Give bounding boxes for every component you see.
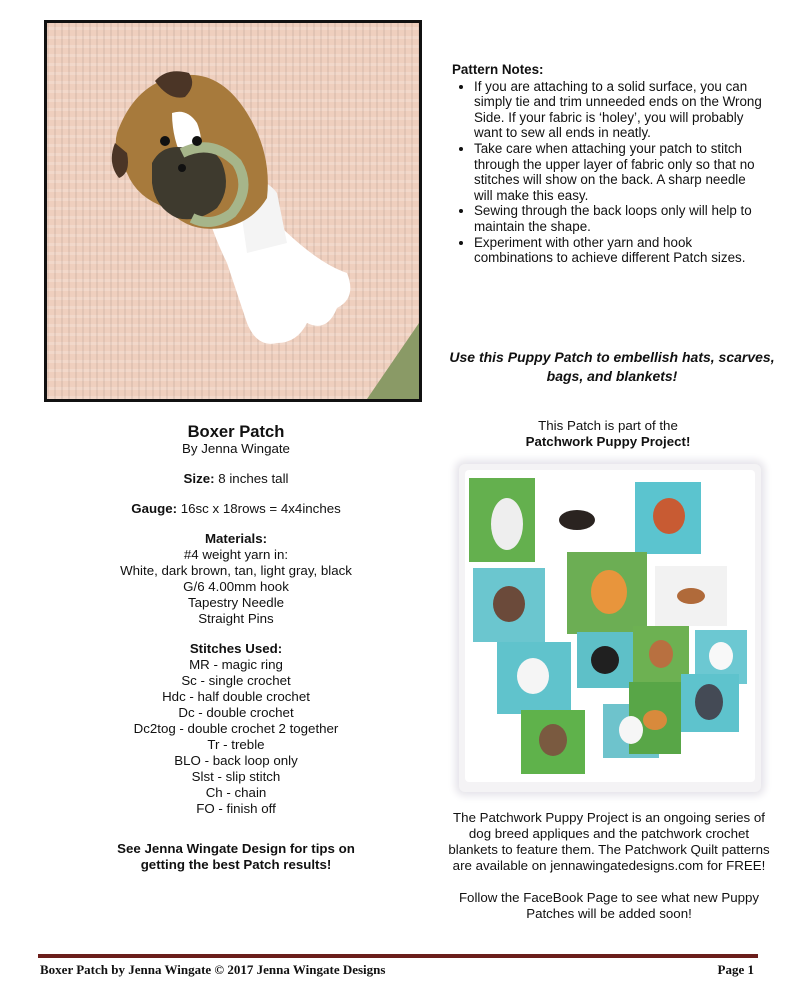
pattern-notes [452,62,762,266]
list-item: Tr - treble [207,737,265,752]
gauge-value: 16sc x 18rows = 4x4inches [177,501,341,516]
list-item: • If you are attaching to a solid surface, you can simply tie and trim unneeded ends on the Wrong Side. If your fabric is ‘holey’, you will probably want to sew all ends in neatly. [474,79,762,141]
project-description-text: The Patchwork Puppy Project is an ongoing series of dog breed appliques and the patchwork crochet blankets to feature them. The Patchwork Quilt patterns are available on jennawingatedesigns.com for FREE! [448,810,770,873]
page-number: Page 1 [717,962,754,977]
author-line: By Jenna Wingate [182,441,290,456]
list-item: • Sewing through the back loops only will help to maintain the shape. [474,203,762,234]
page-footer [40,962,754,978]
list-item: MR - magic ring [189,657,283,672]
footer-credit: Boxer Patch by Jenna Wingate © 2017 Jenna Wingate Designs [40,962,386,977]
list-item: Dc - double crochet [178,705,294,720]
boxer-patch-illustration [47,23,419,399]
stitches-heading: Stitches Used: [189,641,283,656]
patch-details [86,422,386,873]
list-item: BLO - back loop only [174,753,298,768]
list-item: • Take care when attaching your patch to stitch through the upper layer of fabric only so that no stitches will show on the back. A sharp needle will make this easy. [474,141,762,203]
project-intro-line: This Patch is part of the [538,418,678,433]
list-item: Dc2tog - double crochet 2 together [133,721,339,736]
materials-heading: Materials: [204,531,268,546]
list-item: Ch - chain [205,785,267,800]
follow-note: Follow the FaceBook Page to see what new Puppy Patches will be added soon! [458,890,760,921]
size-line [86,471,386,487]
gauge-line [86,501,386,517]
list-item: Hdc - half double crochet [162,689,310,704]
list-item: Sc - single crochet [181,673,291,688]
patch-title: Boxer Patch [187,422,285,441]
list-item: • Experiment with other yarn and hook combinations to achieve different Patch sizes. [474,235,762,266]
gauge-label: Gauge: [131,501,178,516]
pattern-notes-list [452,79,762,266]
project-description [448,810,770,922]
patchwork-blanket-photo [459,464,761,792]
tips-note: See Jenna Wingate Design for tips on getting the best Patch results! [117,841,355,872]
boxer-patch-photo [44,20,422,402]
list-item: Straight Pins [198,611,274,626]
list-item: FO - finish off [196,801,276,816]
project-name: Patchwork Puppy Project! [525,434,691,449]
patchwork-blanket-illustration [459,464,761,792]
footer-rule [38,954,758,958]
list-item: #4 weight yarn in: [183,547,289,562]
project-intro [458,418,758,450]
pattern-notes-heading: Pattern Notes: [452,62,544,77]
list-item: Slst - slip stitch [191,769,281,784]
list-item: G/6 4.00mm hook [183,579,289,594]
list-item: White, dark brown, tan, light gray, black [120,563,352,578]
list-item: Tapestry Needle [187,595,285,610]
size-label: Size: [183,471,215,486]
tagline: Use this Puppy Patch to embellish hats, scarves, bags, and blankets! [449,349,775,384]
size-value: 8 inches tall [214,471,289,486]
